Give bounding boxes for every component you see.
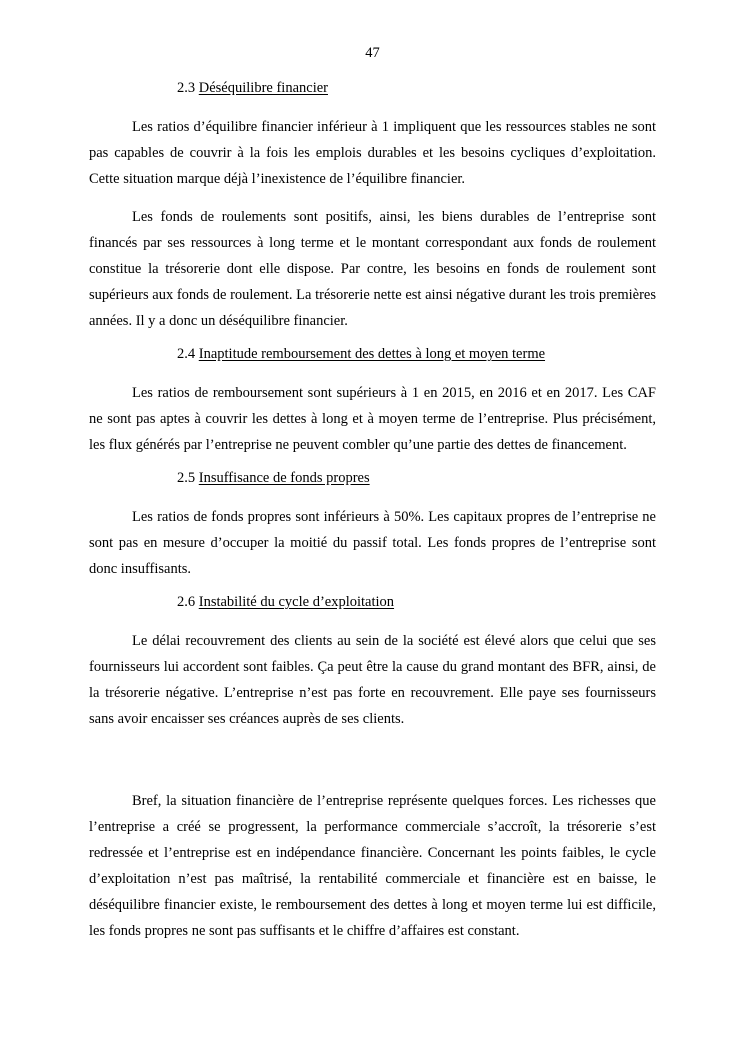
document-body bbox=[89, 78, 656, 944]
paragraph: Les ratios de remboursement sont supérieurs à 1 en 2015, en 2016 et en 2017. Les CAF ne sont pas aptes à couvrir les dettes à long et à moyen terme de l’entreprise. Plus précisément, les flux générés par l’entreprise ne peuvent combler qu’une partie des dettes de financement. bbox=[89, 385, 656, 453]
conclusion-paragraph: Bref, la situation financière de l’entreprise représente quelques forces. Les richesses que l’entreprise a créé se progressent, la performance commerciale s’accroît, la trésorerie s’est redressée et l’entreprise est en indépendance financière. Concernant les points faibles, le cycle d’exploitation n’est pas maîtrisé, la rentabilité commerciale et financière est en baisse, le déséquilibre financier existe, le remboursement des dettes à long et moyen terme lui est difficile, les fonds propres ne sont pas suffisants et le chiffre d’affaires est constant. bbox=[89, 793, 656, 939]
paragraph: Les fonds de roulements sont positifs, ainsi, les biens durables de l’entreprise sont financés par ses ressources à long terme et le montant correspondant aux fonds de roulement constitue la trésorerie dont elle dispose. Par contre, les besoins en fonds de roulement sont supérieurs aux fonds de roulement. La trésorerie nette est ainsi négative durant les trois premières années. Il y a donc un déséquilibre financier. bbox=[89, 209, 656, 329]
section-heading-2-5 bbox=[89, 468, 656, 488]
section-number: 2.6 bbox=[177, 594, 196, 610]
paragraph: Les ratios d’équilibre financier inférieur à 1 impliquent que les ressources stables ne sont pas capables de couvrir à la fois les emplois durables et les besoins cycliques d’exploitation. Cette situation marque déjà l’inexistence de l’équilibre financier. bbox=[89, 119, 656, 187]
section-number: 2.4 bbox=[177, 346, 196, 362]
section-heading-2-3 bbox=[89, 78, 656, 98]
paragraph: Les ratios de fonds propres sont inférieurs à 50%. Les capitaux propres de l’entreprise ne sont pas en mesure d’occuper la moitié du passif total. Les fonds propres de l’entreprise sont donc insuffisants. bbox=[89, 509, 656, 577]
paragraph: Le délai recouvrement des clients au sein de la société est élevé alors que celui que ses fournisseurs lui accordent sont faibles. Ça peut être la cause du grand montant des BFR, ainsi, de la trésorerie négative. L’entreprise n’est pas forte en recouvrement. Elle paye ses fournisseurs sans avoir encaisser ses créances auprès de ses clients. bbox=[89, 633, 656, 727]
section-title: Déséquilibre financier bbox=[198, 80, 328, 96]
section-title: Inaptitude remboursement des dettes à long et moyen terme bbox=[198, 346, 546, 362]
section-heading-2-6 bbox=[89, 592, 656, 612]
page-number: 47 bbox=[365, 45, 380, 61]
section-title: Instabilité du cycle d’exploitation bbox=[198, 594, 395, 610]
section-number: 2.5 bbox=[177, 470, 196, 486]
section-title: Insuffisance de fonds propres bbox=[198, 470, 370, 486]
section-heading-2-4 bbox=[89, 344, 656, 364]
section-number: 2.3 bbox=[177, 80, 196, 96]
